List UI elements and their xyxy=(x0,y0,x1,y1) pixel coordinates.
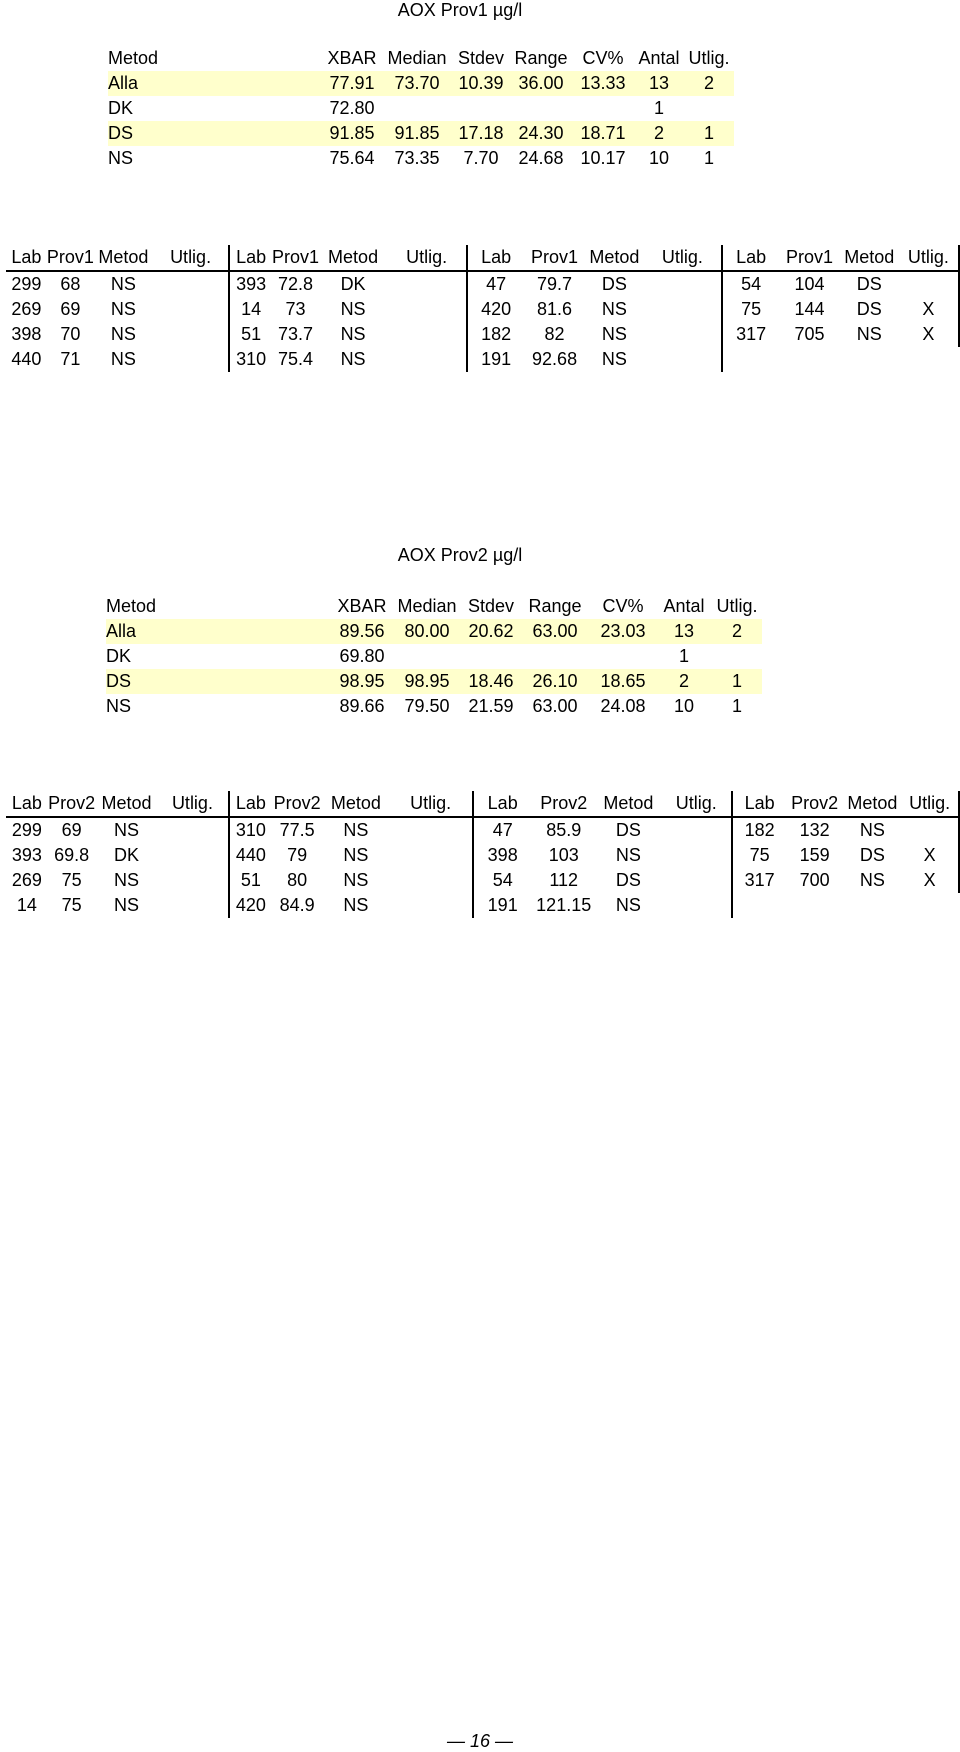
section2-detail-table xyxy=(6,791,960,918)
col-header: Metod xyxy=(108,48,159,68)
col-header: Prov2 xyxy=(48,791,96,817)
table-cell: 70 xyxy=(60,324,81,344)
table-cell: 92.68 xyxy=(532,349,578,369)
table-cell: 69 xyxy=(60,299,81,319)
table-cell: DK xyxy=(106,646,132,666)
table-cell: 269 xyxy=(11,870,42,890)
table-cell: 7.70 xyxy=(463,148,499,168)
table-cell: DK xyxy=(108,98,134,118)
table-cell: 144 xyxy=(794,299,825,319)
table-cell: 69.8 xyxy=(54,845,90,865)
col-header: Utlig. xyxy=(644,245,722,271)
col-header: Lab xyxy=(473,791,532,817)
col-header: Metod xyxy=(319,245,387,271)
table-cell: 75 xyxy=(61,895,82,915)
table-cell: NS xyxy=(615,845,641,865)
col-header: Lab xyxy=(732,791,785,817)
table-cell: NS xyxy=(110,299,136,319)
col-header: Utlig. xyxy=(688,48,730,68)
table-cell: 72.80 xyxy=(329,98,375,118)
col-header: Metod xyxy=(844,791,902,817)
table-cell: Alla xyxy=(106,619,332,644)
table-cell: 317 xyxy=(722,322,779,347)
table-cell: 24.68 xyxy=(518,148,564,168)
table-cell: 317 xyxy=(732,868,785,893)
table-cell: 2 xyxy=(712,619,762,644)
table-cell: 73 xyxy=(285,299,306,319)
table-cell: 18.71 xyxy=(572,121,634,146)
table-cell xyxy=(722,347,779,372)
table-cell xyxy=(382,96,452,121)
table-cell xyxy=(590,644,656,669)
table-cell: NS xyxy=(106,696,132,716)
table-cell: 81.6 xyxy=(537,299,573,319)
table-cell: 77.5 xyxy=(279,820,315,840)
table-cell xyxy=(899,271,959,297)
table-cell: 36.00 xyxy=(510,71,572,96)
col-header: Metod xyxy=(585,245,644,271)
col-header: Prov1 xyxy=(524,245,585,271)
table-cell: NS xyxy=(601,324,627,344)
table-cell: DK xyxy=(340,274,366,294)
table-cell: DS xyxy=(615,820,641,840)
table-cell: 182 xyxy=(467,322,524,347)
summary-row xyxy=(108,96,734,121)
table-cell: 54 xyxy=(722,271,779,297)
table-cell: NS xyxy=(110,349,136,369)
table-cell: 299 xyxy=(11,820,42,840)
detail-header-row xyxy=(6,791,959,817)
table-cell: NS xyxy=(340,349,366,369)
table-cell: X xyxy=(901,843,959,868)
table-cell: 1 xyxy=(678,646,689,666)
table-cell xyxy=(840,347,899,372)
table-cell: NS xyxy=(859,870,885,890)
detail-row xyxy=(6,297,959,322)
table-cell: 299 xyxy=(11,274,42,294)
table-cell: NS xyxy=(601,349,627,369)
table-cell: 2 xyxy=(684,71,734,96)
col-header: Lab xyxy=(722,245,779,271)
table-cell: 440 xyxy=(11,349,42,369)
col-header: Range xyxy=(514,48,568,68)
col-header: Lab xyxy=(229,245,272,271)
table-cell xyxy=(387,297,467,322)
table-cell: 91.85 xyxy=(322,121,382,146)
table-cell xyxy=(901,817,959,843)
table-cell: X xyxy=(899,297,959,322)
detail-row xyxy=(6,843,959,868)
table-cell: 75 xyxy=(61,870,82,890)
table-cell: 69.80 xyxy=(339,646,385,666)
table-cell xyxy=(157,868,228,893)
table-cell: 75 xyxy=(732,843,785,868)
col-header: Lab xyxy=(6,791,48,817)
table-cell: 47 xyxy=(467,271,524,297)
table-cell: 69 xyxy=(61,820,82,840)
table-cell xyxy=(520,644,590,669)
table-cell: 182 xyxy=(732,817,785,843)
table-cell xyxy=(390,893,473,918)
table-cell: 700 xyxy=(799,870,830,890)
table-cell: NS xyxy=(601,299,627,319)
table-cell: X xyxy=(899,322,959,347)
table-cell: 13 xyxy=(634,71,684,96)
table-cell xyxy=(661,817,732,843)
table-cell: 13.33 xyxy=(572,71,634,96)
summary-row xyxy=(106,619,762,644)
table-cell: 705 xyxy=(794,324,825,344)
table-cell: 191 xyxy=(473,893,532,918)
col-header: XBAR xyxy=(327,48,377,68)
table-cell: 14 xyxy=(229,297,272,322)
table-cell xyxy=(661,868,732,893)
col-header: Utlig. xyxy=(716,596,758,616)
col-header: Utlig. xyxy=(153,245,229,271)
col-header: Metod xyxy=(96,791,158,817)
col-header: Metod xyxy=(596,791,662,817)
table-cell: 1 xyxy=(703,148,714,168)
table-cell: 51 xyxy=(229,322,272,347)
table-cell: NS xyxy=(343,895,369,915)
table-cell: NS xyxy=(343,820,369,840)
table-cell: 21.59 xyxy=(468,696,514,716)
table-cell: 393 xyxy=(11,845,42,865)
table-cell: DS xyxy=(106,669,332,694)
table-cell: 191 xyxy=(467,347,524,372)
col-header: XBAR xyxy=(337,596,387,616)
table-cell: NS xyxy=(340,299,366,319)
table-cell: 23.03 xyxy=(590,619,656,644)
table-cell: 98.95 xyxy=(332,669,392,694)
table-cell: 398 xyxy=(11,324,42,344)
summary-row xyxy=(108,121,734,146)
table-cell xyxy=(779,347,840,372)
table-cell: 1 xyxy=(731,696,742,716)
col-header: Antal xyxy=(663,596,705,616)
table-cell xyxy=(153,322,229,347)
table-cell: 310 xyxy=(229,817,273,843)
summary-header-row xyxy=(108,46,734,71)
table-cell: 73.35 xyxy=(394,148,440,168)
table-cell: 18.46 xyxy=(462,669,520,694)
table-cell: 79.50 xyxy=(404,696,450,716)
table-cell: 73.70 xyxy=(382,71,452,96)
table-cell xyxy=(661,893,732,918)
table-cell: NS xyxy=(859,820,885,840)
table-cell xyxy=(392,644,462,669)
table-cell: DS xyxy=(108,121,322,146)
table-cell: 269 xyxy=(11,299,42,319)
table-cell: 72.8 xyxy=(277,274,314,294)
table-cell xyxy=(390,817,473,843)
section2-title: AOX Prov2 µg/l xyxy=(397,545,523,565)
table-cell xyxy=(153,271,229,297)
table-cell: 91.85 xyxy=(382,121,452,146)
col-header: Prov1 xyxy=(779,245,840,271)
col-header: Prov2 xyxy=(532,791,596,817)
table-cell xyxy=(153,297,229,322)
table-cell: NS xyxy=(615,895,641,915)
table-cell: 1 xyxy=(684,121,734,146)
summary-row xyxy=(108,71,734,96)
col-header: Utlig. xyxy=(901,791,959,817)
table-cell: 63.00 xyxy=(532,696,578,716)
section1-detail-table xyxy=(6,245,960,372)
table-cell: 84.9 xyxy=(279,895,315,915)
table-cell xyxy=(644,322,722,347)
table-cell: NS xyxy=(856,324,882,344)
table-cell xyxy=(661,843,732,868)
summary-row xyxy=(108,146,734,171)
table-cell: 393 xyxy=(229,271,272,297)
table-cell: 1 xyxy=(653,98,664,118)
table-cell: 75.4 xyxy=(277,349,314,369)
col-header: Prov2 xyxy=(786,791,844,817)
col-header: Utlig. xyxy=(157,791,228,817)
table-cell: NS xyxy=(113,820,139,840)
detail-row xyxy=(6,868,959,893)
col-header: Prov2 xyxy=(272,791,322,817)
col-header: Range xyxy=(528,596,582,616)
table-cell xyxy=(462,644,520,669)
table-cell: NS xyxy=(113,895,139,915)
table-cell: 47 xyxy=(473,817,532,843)
table-cell: 420 xyxy=(467,297,524,322)
table-cell xyxy=(510,96,572,121)
table-cell: 73.7 xyxy=(277,324,314,344)
table-cell: 20.62 xyxy=(462,619,520,644)
section1-title: AOX Prov1 µg/l xyxy=(397,0,523,20)
table-cell: NS xyxy=(110,324,136,344)
table-cell xyxy=(153,347,229,372)
table-cell: 77.91 xyxy=(322,71,382,96)
table-cell: 75 xyxy=(722,297,779,322)
summary-row xyxy=(106,694,762,719)
table-cell: 26.10 xyxy=(520,669,590,694)
table-cell: 121.15 xyxy=(536,895,592,915)
table-cell: 75.64 xyxy=(329,148,375,168)
col-header: Antal xyxy=(638,48,680,68)
table-cell xyxy=(786,893,844,918)
table-cell: 24.30 xyxy=(510,121,572,146)
table-cell: 440 xyxy=(229,843,273,868)
page-number: — 16 — xyxy=(446,1731,514,1751)
table-cell xyxy=(157,817,228,843)
col-header: Median xyxy=(387,48,447,68)
detail-row xyxy=(6,893,959,918)
table-cell: 1 xyxy=(712,669,762,694)
table-cell: DS xyxy=(856,299,882,319)
col-header: Metod xyxy=(322,791,390,817)
col-header: Lab xyxy=(467,245,524,271)
table-cell: 63.00 xyxy=(520,619,590,644)
col-header: Metod xyxy=(106,596,157,616)
detail-row xyxy=(6,322,959,347)
col-header: Stdev xyxy=(457,48,505,68)
table-cell: 104 xyxy=(794,274,825,294)
table-cell xyxy=(644,347,722,372)
table-cell: DS xyxy=(859,845,885,865)
col-header: Utlig. xyxy=(390,791,473,817)
table-cell: 89.66 xyxy=(339,696,385,716)
table-cell xyxy=(712,644,762,669)
table-cell: 18.65 xyxy=(590,669,656,694)
table-cell xyxy=(572,96,634,121)
table-cell: DS xyxy=(856,274,882,294)
table-cell: NS xyxy=(110,274,136,294)
table-cell: 159 xyxy=(799,845,830,865)
table-cell: 10 xyxy=(648,148,670,168)
table-cell xyxy=(387,271,467,297)
table-cell: 79 xyxy=(287,845,308,865)
col-header: Metod xyxy=(94,245,153,271)
col-header: Stdev xyxy=(467,596,515,616)
table-cell: NS xyxy=(108,148,134,168)
table-cell: 71 xyxy=(60,349,81,369)
table-cell xyxy=(901,893,959,918)
table-cell: NS xyxy=(340,324,366,344)
col-header: Lab xyxy=(229,791,273,817)
table-cell: 54 xyxy=(473,868,532,893)
table-cell: 79.7 xyxy=(537,274,573,294)
table-cell xyxy=(899,347,959,372)
table-cell xyxy=(452,96,510,121)
table-cell: 80.00 xyxy=(392,619,462,644)
table-cell: 89.56 xyxy=(332,619,392,644)
table-cell: 132 xyxy=(799,820,830,840)
col-header: Prov1 xyxy=(272,245,319,271)
table-cell xyxy=(157,843,228,868)
table-cell xyxy=(684,96,734,121)
table-cell xyxy=(732,893,785,918)
col-header: Median xyxy=(397,596,457,616)
table-cell: X xyxy=(901,868,959,893)
section1-summary-table xyxy=(108,46,734,171)
table-cell xyxy=(844,893,902,918)
col-header: Utlig. xyxy=(899,245,959,271)
col-header: Metod xyxy=(840,245,899,271)
table-cell xyxy=(387,347,467,372)
table-cell: DS xyxy=(601,274,627,294)
table-cell: 398 xyxy=(473,843,532,868)
table-cell: 2 xyxy=(656,669,712,694)
table-cell: 310 xyxy=(229,347,272,372)
table-cell xyxy=(644,297,722,322)
summary-row xyxy=(106,644,762,669)
table-cell: 17.18 xyxy=(452,121,510,146)
table-cell: NS xyxy=(113,870,139,890)
table-cell xyxy=(157,893,228,918)
col-header: CV% xyxy=(582,48,624,68)
table-cell xyxy=(390,843,473,868)
detail-row xyxy=(6,271,959,297)
section2-summary-table xyxy=(106,594,762,719)
table-cell xyxy=(644,271,722,297)
col-header: Utlig. xyxy=(661,791,732,817)
summary-header-row xyxy=(106,594,762,619)
table-cell: 85.9 xyxy=(546,820,582,840)
col-header: Utlig. xyxy=(387,245,467,271)
col-header: Prov1 xyxy=(47,245,94,271)
table-cell xyxy=(390,868,473,893)
table-cell: 68 xyxy=(60,274,81,294)
table-cell: 24.08 xyxy=(600,696,646,716)
table-cell: 80 xyxy=(287,870,308,890)
table-cell: DK xyxy=(113,845,139,865)
detail-row xyxy=(6,817,959,843)
table-cell: NS xyxy=(343,870,369,890)
table-cell: 420 xyxy=(229,893,273,918)
table-cell: 10.39 xyxy=(452,71,510,96)
col-header: Lab xyxy=(6,245,47,271)
detail-header-row xyxy=(6,245,959,271)
detail-row xyxy=(6,347,959,372)
table-cell: 10 xyxy=(673,696,695,716)
summary-row xyxy=(106,669,762,694)
col-header: CV% xyxy=(602,596,644,616)
table-cell: Alla xyxy=(108,71,322,96)
table-cell: 51 xyxy=(229,868,273,893)
table-cell: 98.95 xyxy=(392,669,462,694)
table-cell: 82 xyxy=(544,324,565,344)
table-cell: 13 xyxy=(656,619,712,644)
table-cell: 10.17 xyxy=(580,148,626,168)
table-cell: 2 xyxy=(634,121,684,146)
table-cell: DS xyxy=(615,870,641,890)
table-cell: NS xyxy=(343,845,369,865)
table-cell: 112 xyxy=(549,870,579,890)
table-cell xyxy=(387,322,467,347)
table-cell: 14 xyxy=(16,895,37,915)
table-cell: 103 xyxy=(548,845,579,865)
